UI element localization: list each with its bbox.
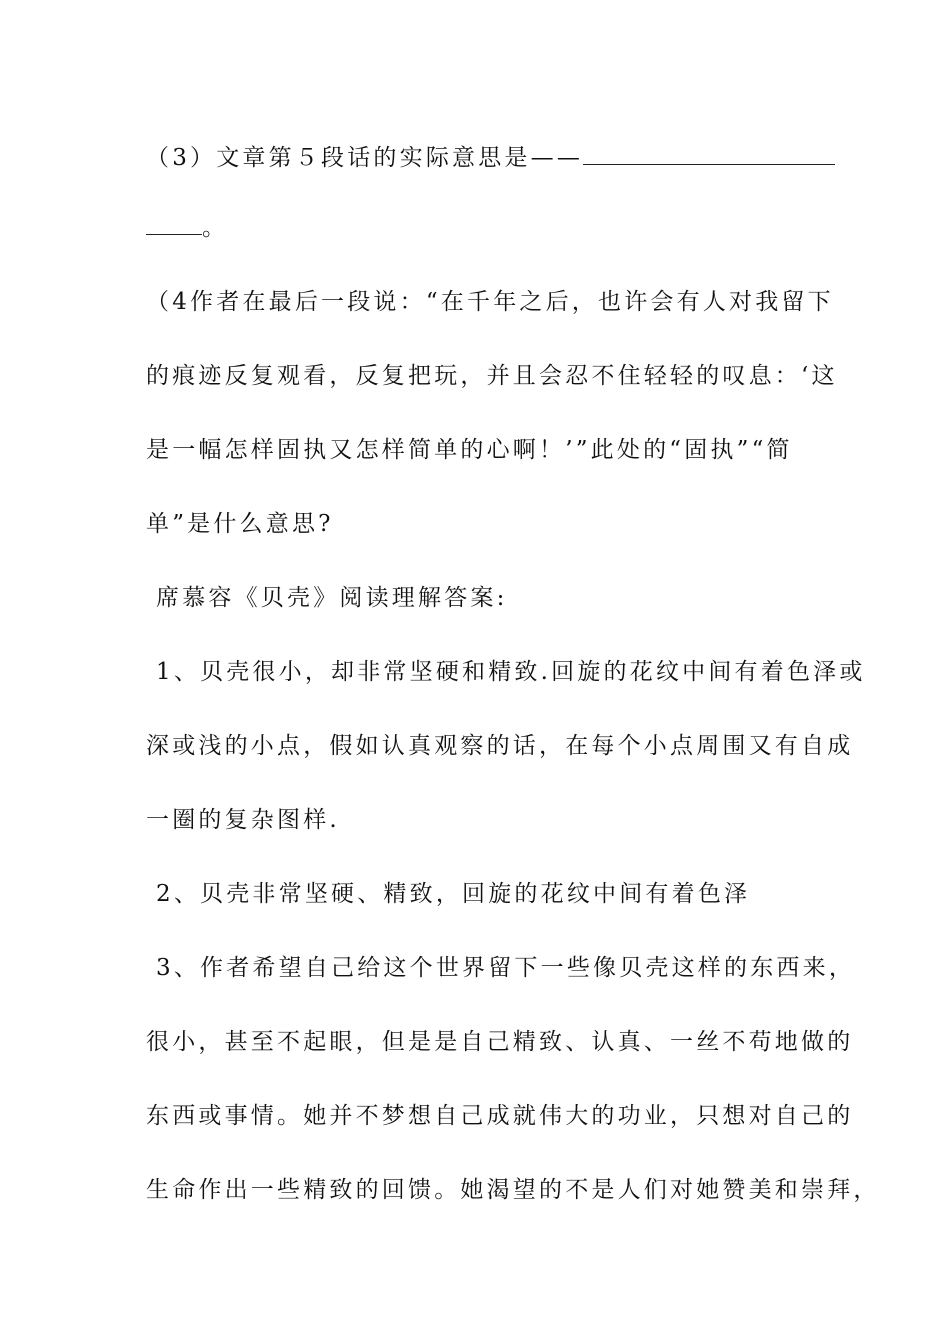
answers-heading: 席慕容《贝壳》阅读理解答案: — [156, 585, 508, 611]
answer-blank-continued — [146, 216, 202, 235]
question-4-line-1: （4作者在最后一段说：“在千年之后，也许会有人对我留下 — [146, 289, 834, 315]
answer-2-line-1: 2、贝壳非常坚硬、精致，回旋的花纹中间有着色泽 — [156, 881, 751, 907]
answer-3-line-2: 很小，甚至不起眼，但是是自己精致、认真、一丝不苟地做的 — [146, 1029, 854, 1055]
answer-3-line-4: 生命作出一些精致的回馈。她渴望的不是人们对她赞美和崇拜， — [146, 1177, 880, 1203]
question-3-end: 。 — [202, 215, 229, 241]
answer-1-line-3: 一圈的复杂图样. — [146, 807, 340, 833]
answer-1-line-2: 深或浅的小点，假如认真观察的话，在每个小点周围又有自成 — [146, 733, 854, 759]
question-3 — [146, 143, 816, 173]
question-4-line-4: 单”是什么意思? — [146, 511, 334, 537]
answer-blank — [583, 146, 835, 165]
answer-3-line-1: 3、作者希望自己给这个世界留下一些像贝壳这样的东西来， — [156, 955, 856, 981]
answer-1-line-1: 1、贝壳很小，却非常坚硬和精致.回旋的花纹中间有着色泽或 — [156, 659, 866, 685]
question-3-text: （3）文章第５段话的实际意思是—— — [146, 145, 584, 171]
question-3-continuation — [146, 213, 816, 243]
question-4-line-2: 的痕迹反复观看，反复把玩，并且会忍不住轻轻的叹息：‘这 — [146, 363, 838, 389]
answer-3-line-3: 东西或事情。她并不梦想自己成就伟大的功业，只想对自己的 — [146, 1103, 854, 1129]
question-4-line-3: 是一幅怎样固执又怎样简单的心啊！’”此处的“固执”“简 — [146, 437, 793, 463]
